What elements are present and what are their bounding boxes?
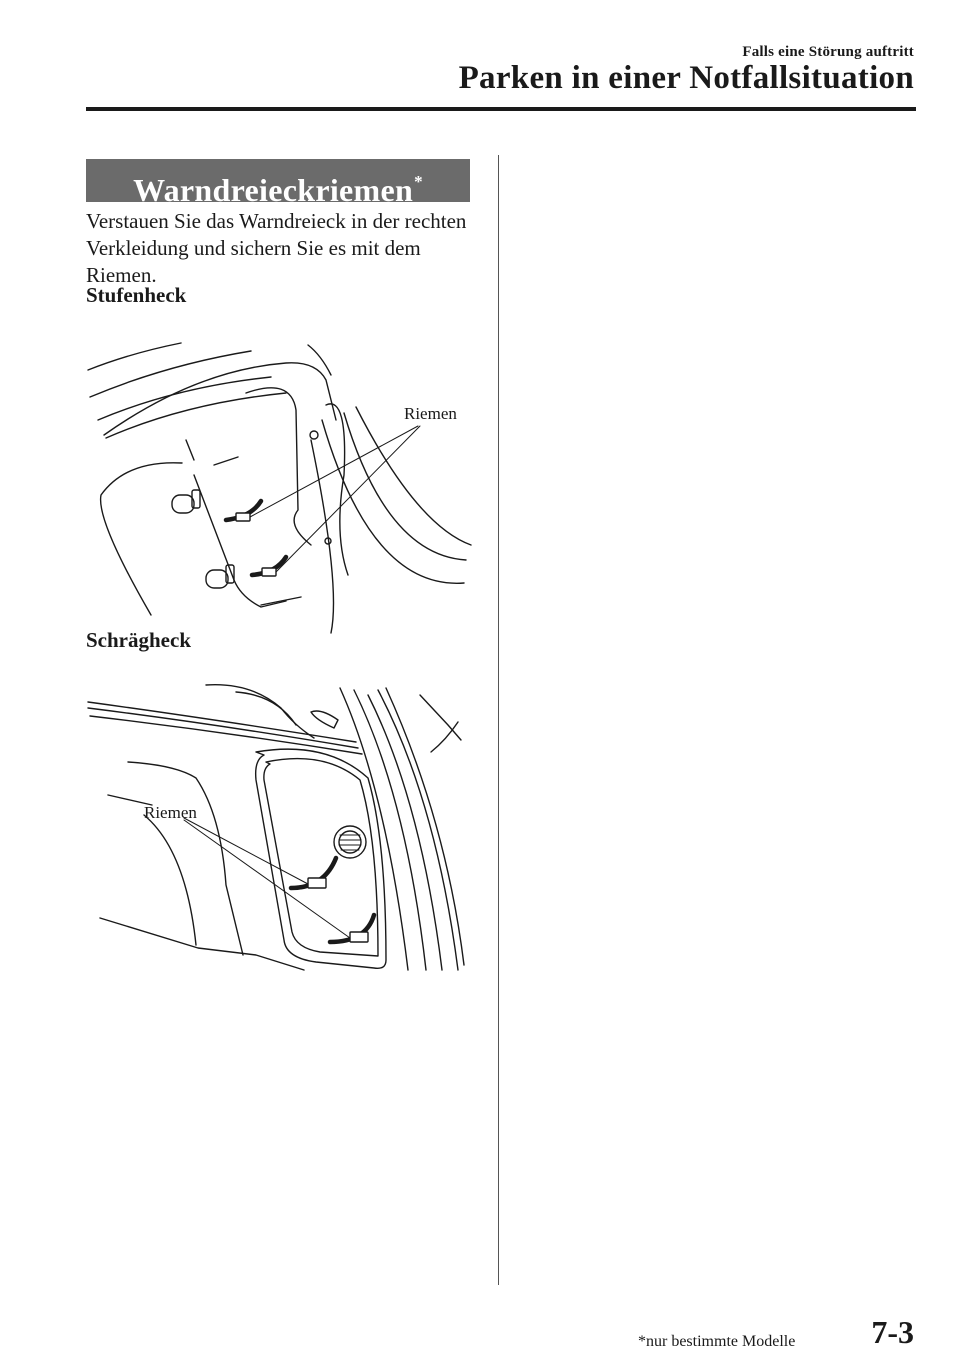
section-heading bbox=[86, 159, 470, 208]
sedan-trunk-strap-illustration bbox=[86, 335, 476, 635]
strap-label-sedan: Riemen bbox=[404, 404, 457, 423]
strap-label-hatchback: Riemen bbox=[144, 803, 197, 822]
header-rule bbox=[86, 107, 916, 111]
section-title: Warndreieckriemen bbox=[133, 172, 414, 208]
page-title: Parken in einer Notfallsituation bbox=[458, 60, 914, 96]
figure-heading-sedan: Stufenheck bbox=[86, 283, 187, 307]
availability-marker: * bbox=[414, 172, 423, 191]
figure-heading-hatchback: Schrägheck bbox=[86, 628, 191, 652]
section-body: Verstauen Sie das Warndreieck in der rechten Verkleidung und sichern Sie es mit dem Riemen. bbox=[86, 209, 467, 287]
hatchback-trunk-strap-illustration bbox=[86, 680, 476, 980]
column-divider bbox=[498, 155, 499, 1285]
chapter-label: Falls eine Störung auftritt bbox=[742, 44, 914, 60]
footnote: *nur bestimmte Modelle bbox=[638, 1333, 796, 1350]
page-number: 7-3 bbox=[871, 1314, 914, 1350]
